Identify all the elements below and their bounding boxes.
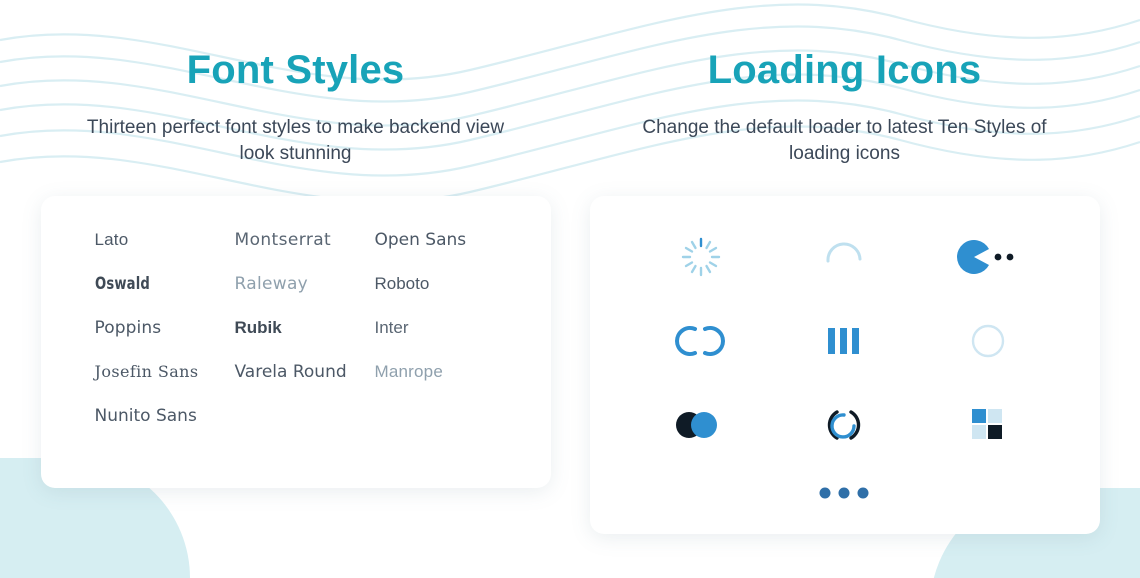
loading-icons-subtitle: Change the default loader to latest Ten Styles of loading icons [642,117,1047,164]
brackets-circle-icon [820,405,868,445]
loader-list [630,226,1060,508]
font-styles-heading: Font Styles [186,48,405,92]
font-item-poppins[interactable]: Poppins [94,318,162,339]
loading-icons-heading: Loading Icons [707,48,982,92]
loader-item-spinner-rays[interactable] [641,226,761,288]
font-item-inter[interactable]: Inter [374,318,409,338]
font-item-montserrat[interactable]: Montserrat [234,230,332,251]
font-item-manrope[interactable]: Manrope [374,362,443,382]
font-item-roboto[interactable]: Roboto [374,274,430,294]
font-styles-card [41,196,551,488]
font-item-rubik[interactable]: Rubik [234,318,282,338]
loader-item-three-dots-row [784,478,904,508]
blocks-grid-icon [967,404,1009,446]
ring-outline-icon [968,321,1008,361]
loader-item-pacman-dots[interactable] [928,226,1048,288]
spinner-rays-icon [679,235,723,279]
bars-three-icon [822,324,866,358]
three-dots-icon [817,485,871,501]
loader-item-spinner-arc[interactable] [784,226,904,288]
loading-icons-card [590,196,1100,534]
loader-item-three-dots[interactable] [784,478,904,508]
font-item-josefin-sans[interactable]: Josefin Sans [94,362,199,382]
font-item-raleway[interactable]: Raleway [234,274,309,295]
spinner-arc-icon [821,234,867,280]
loader-item-brackets-circle[interactable] [784,394,904,456]
font-item-open-sans[interactable]: Open Sans [374,230,467,251]
pacman-dots-icon [957,240,1019,274]
font-item-nunito-sans[interactable]: Nunito Sans [94,406,197,427]
spinner-dual-crescent-icon [673,321,729,361]
font-styles-subtitle: Thirteen perfect font styles to make backend view look stunning [86,117,505,164]
font-styles-section [40,48,551,534]
loader-item-ring-outline[interactable] [928,310,1048,372]
toggle-pill-icon [674,410,728,440]
loader-item-toggle-pill[interactable] [641,394,761,456]
loader-item-bars-three[interactable] [784,310,904,372]
font-item-lato[interactable]: Lato [94,230,129,250]
loading-icons-section [589,48,1100,534]
font-item-oswald[interactable]: Oswald [94,274,150,295]
font-item-varela-round[interactable]: Varela Round [234,362,347,383]
font-list [95,230,507,426]
loader-item-dual-crescent[interactable] [641,310,761,372]
loader-item-blocks-grid[interactable] [928,394,1048,456]
